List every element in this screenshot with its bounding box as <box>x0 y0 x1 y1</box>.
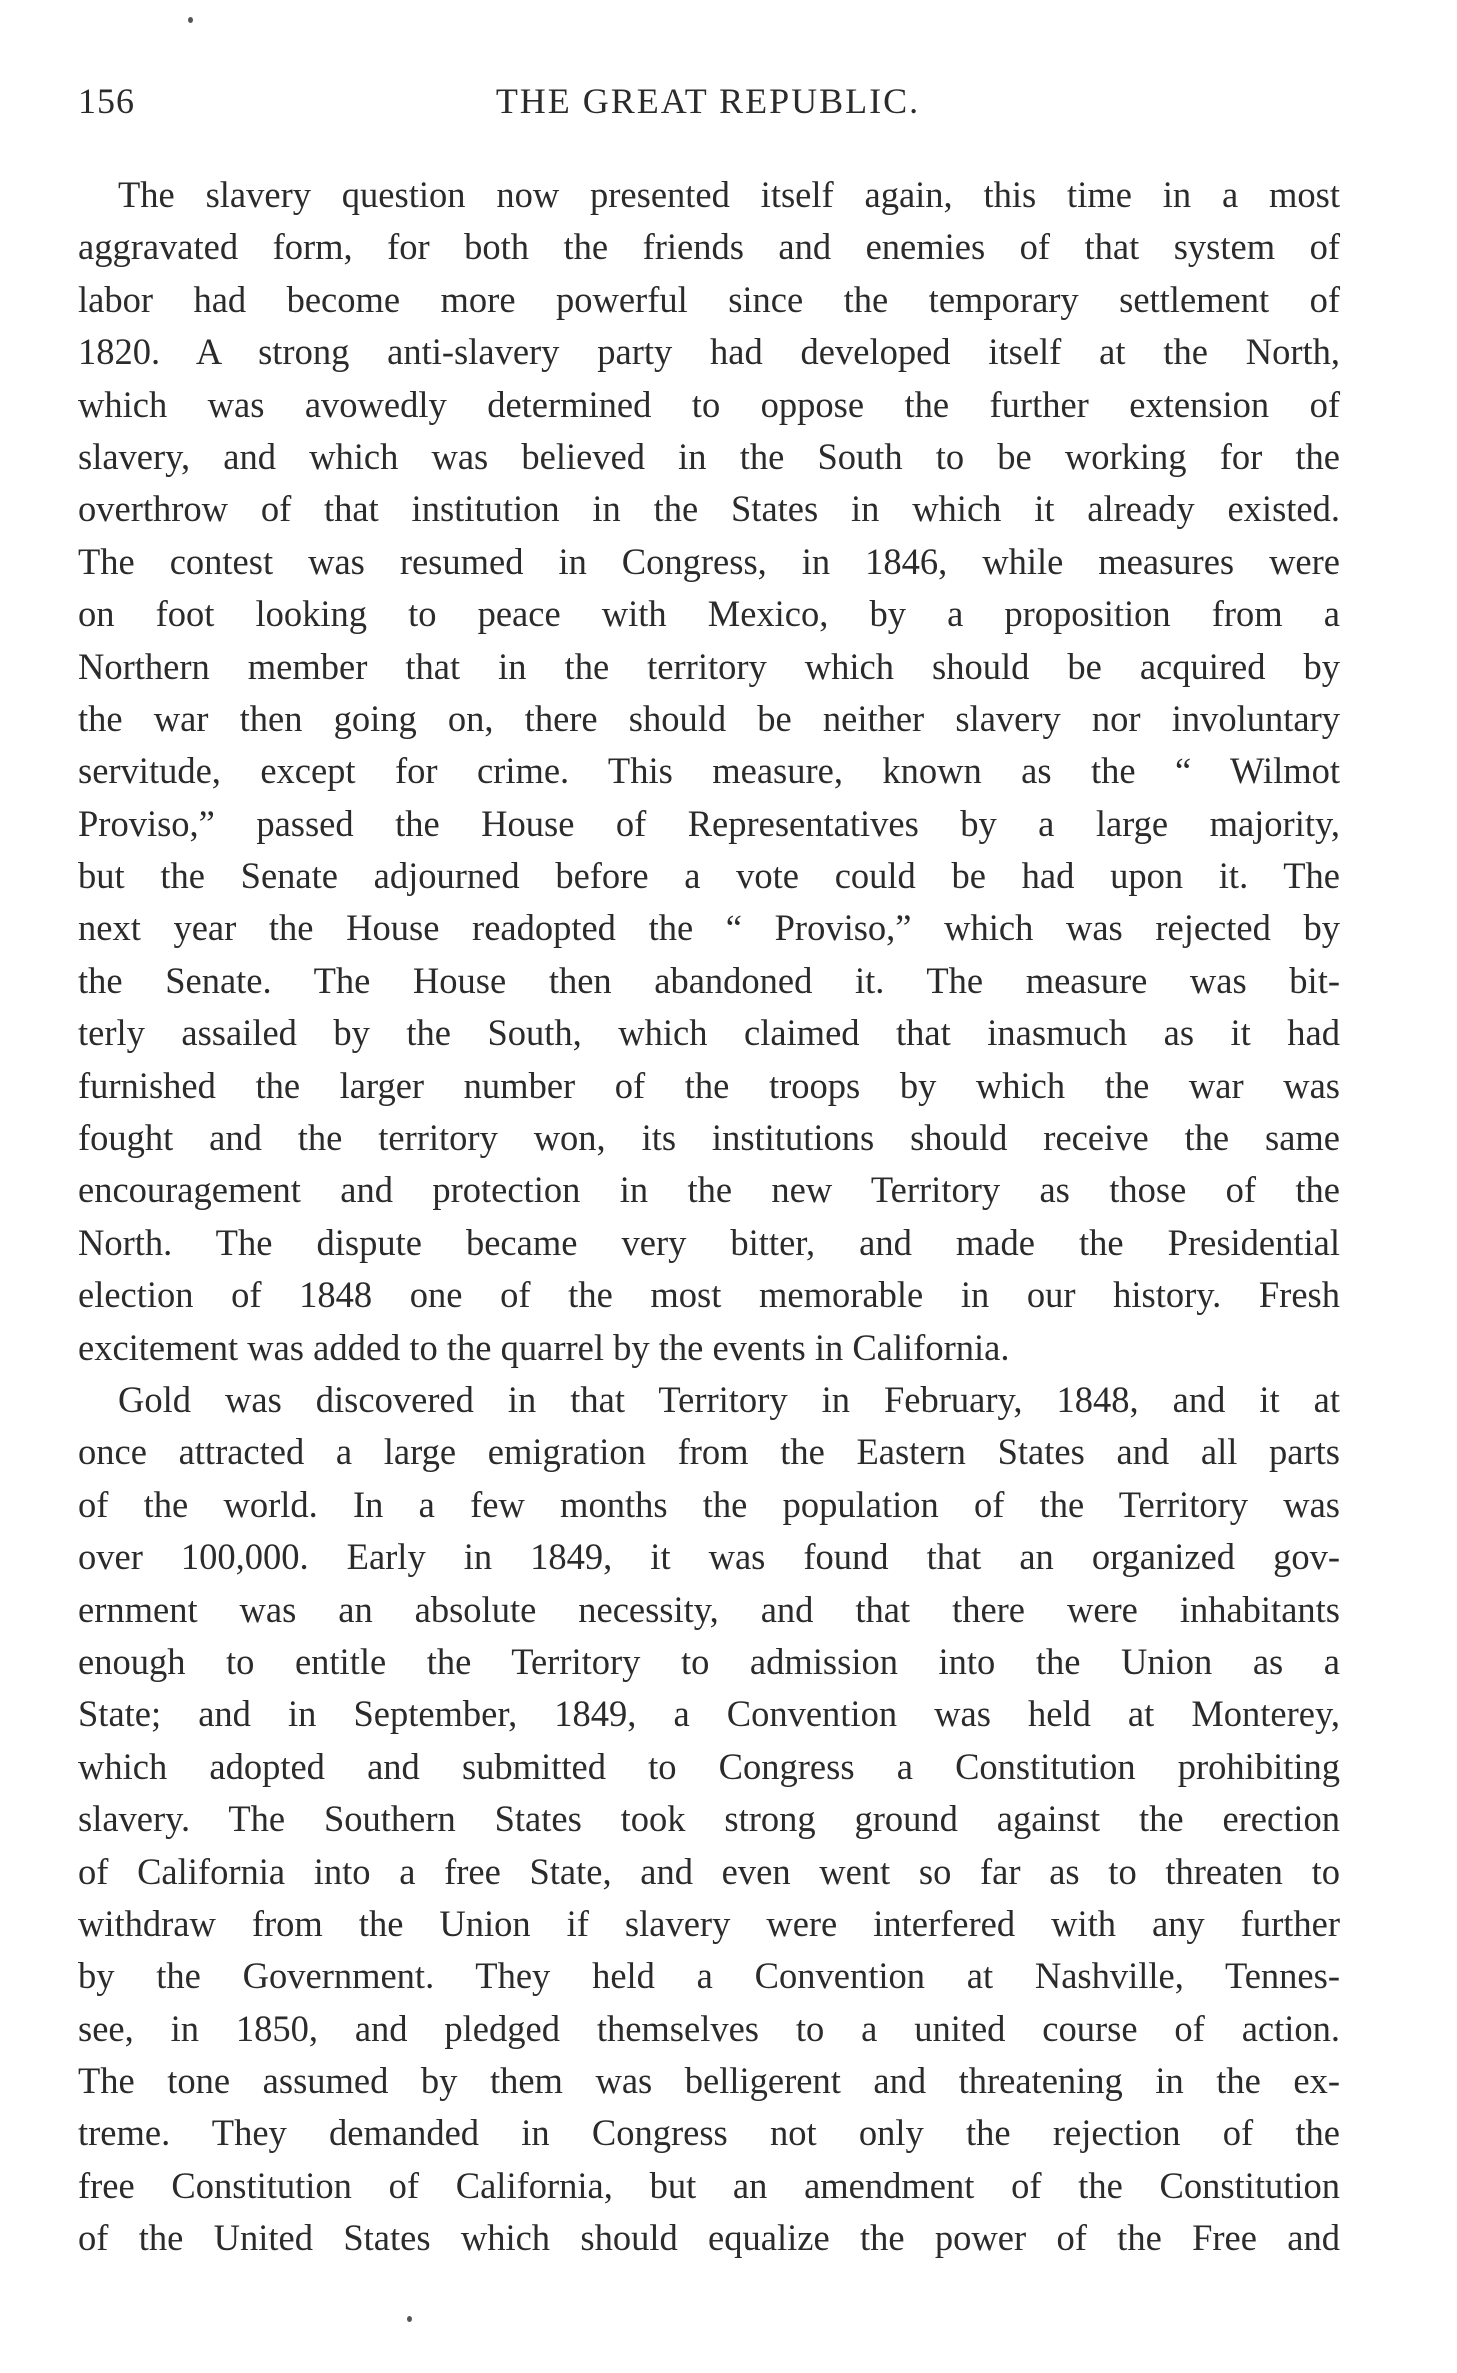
text-line: The contest was resumed in Congress, in 1846, while measures were <box>78 540 1340 582</box>
text-line: which adopted and submitted to Congress a Constitution prohibiting <box>78 1745 1340 1787</box>
text-line: terly assailed by the South, which claimed that inasmuch as it had <box>78 1012 1340 1054</box>
paragraph <box>78 1374 1340 2265</box>
text-line: State; and in September, 1849, a Convention was held at Monterey, <box>78 1693 1340 1735</box>
text-line: The slavery question now presented itself again, this time in a most <box>118 174 1340 215</box>
text-line: next year the House readopted the “ Proviso,” which was rejected by <box>78 907 1340 949</box>
text-line: treme. They demanded in Congress not only the rejection of the <box>78 2112 1340 2154</box>
paragraph <box>78 169 1340 1374</box>
text-line: but the Senate adjourned before a vote could be had upon it. The <box>78 855 1340 897</box>
text-line: free Constitution of California, but an amendment of the Constitution <box>78 2164 1340 2206</box>
text-line: The tone assumed by them was belligerent and threatening in the ex- <box>78 2060 1340 2102</box>
text-line: Proviso,” passed the House of Representatives by a large majority, <box>78 802 1340 844</box>
text-line: of the world. In a few months the population of the Territory was <box>78 1483 1340 1525</box>
text-line: furnished the larger number of the troops by which the war was <box>78 1064 1340 1106</box>
ink-speck-top <box>188 17 193 23</box>
text-line: election of 1848 one of the most memorable in our history. Fresh <box>78 1274 1340 1316</box>
ink-speck-bottom <box>407 2316 412 2322</box>
text-line: the war then going on, there should be neither slavery nor involuntary <box>78 697 1340 739</box>
page-header <box>78 80 1338 130</box>
text-line: aggravated form, for both the friends and enemies of that system of <box>78 226 1340 268</box>
text-line: servitude, except for crime. This measure, known as the “ Wilmot <box>78 750 1340 792</box>
body-text <box>78 169 1340 2265</box>
text-line: encouragement and protection in the new Territory as those of the <box>78 1169 1340 1211</box>
running-head: THE GREAT REPUBLIC. <box>495 81 921 121</box>
text-line: excitement was added to the quarrel by the events in California. <box>78 1326 1010 1368</box>
text-line: by the Government. They held a Convention at Nashville, Tennes- <box>78 1955 1340 1997</box>
page-number: 156 <box>78 81 135 121</box>
text-line: see, in 1850, and pledged themselves to a united course of action. <box>78 2007 1340 2049</box>
text-line: overthrow of that institution in the States in which it already existed. <box>78 488 1340 530</box>
text-line: North. The dispute became very bitter, and made the Presidential <box>78 1221 1340 1263</box>
text-line: withdraw from the Union if slavery were interfered with any further <box>78 1902 1340 1944</box>
text-line: enough to entitle the Territory to admission into the Union as a <box>78 1640 1340 1682</box>
text-line: 1820. A strong anti-slavery party had developed itself at the North, <box>78 331 1340 373</box>
text-line: the Senate. The House then abandoned it. The measure was bit- <box>78 959 1340 1001</box>
text-line: over 100,000. Early in 1849, it was found that an organized gov- <box>78 1536 1340 1578</box>
text-line: of the United States which should equalize the power of the Free and <box>78 2217 1340 2259</box>
text-line: Northern member that in the territory which should be acquired by <box>78 645 1340 687</box>
text-line: labor had become more powerful since the temporary settlement of <box>78 278 1340 320</box>
text-line: Gold was discovered in that Territory in February, 1848, and it at <box>118 1378 1340 1420</box>
text-line: which was avowedly determined to oppose the further extension of <box>78 383 1340 425</box>
text-line: of California into a free State, and even went so far as to threaten to <box>78 1850 1340 1892</box>
text-line: slavery. The Southern States took strong ground against the erection <box>78 1798 1340 1840</box>
text-line: ernment was an absolute necessity, and that there were inhabitants <box>78 1588 1340 1630</box>
text-line: fought and the territory won, its institutions should receive the same <box>78 1117 1340 1159</box>
text-line: once attracted a large emigration from the Eastern States and all parts <box>78 1431 1340 1473</box>
text-line: on foot looking to peace with Mexico, by a proposition from a <box>78 593 1340 635</box>
text-line: slavery, and which was believed in the South to be working for the <box>78 435 1340 477</box>
